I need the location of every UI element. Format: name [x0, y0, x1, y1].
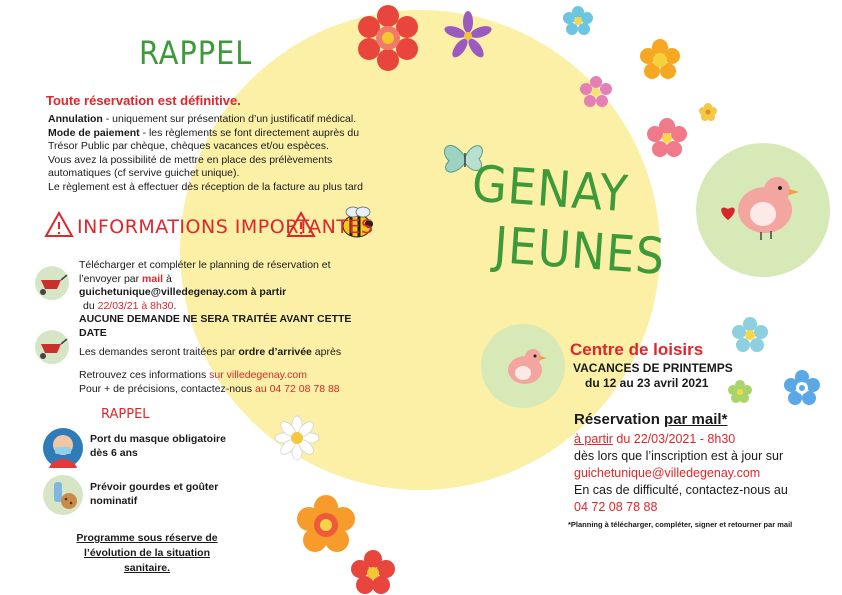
blue-flower-3-icon — [784, 370, 820, 405]
blue-flower-2-icon — [732, 317, 768, 352]
paiement-label: Mode de paiement — [48, 126, 140, 139]
reservation-title — [574, 411, 727, 428]
mail-word: mail — [142, 272, 164, 285]
sanitary-line-3: sanitaire. — [123, 562, 171, 574]
sanitary-note — [52, 531, 242, 576]
info-block — [79, 259, 379, 340]
reservation-from: à partir — [574, 432, 613, 446]
sanitary-line-2: l’évolution de la situation — [83, 547, 210, 559]
sanitary-line-1: Programme sous réserve de — [76, 532, 218, 544]
wheelbarrow-icon — [35, 266, 69, 300]
pink-flower-2-icon — [647, 118, 687, 157]
no-request-warning: AUCUNE DEMANDE NE SERA TRAITÉE AVANT CETTE DATE — [79, 313, 352, 339]
pink-flower-icon — [580, 76, 612, 107]
rules-block — [48, 113, 398, 194]
annulation-label: Annulation — [48, 113, 103, 125]
mask-line-1: Port du masque obligatoire — [90, 433, 226, 445]
bird-large-icon — [738, 177, 799, 240]
rappel-subtitle: RAPPEL — [101, 407, 150, 422]
warning-icon — [46, 213, 72, 236]
mask-child-icon — [43, 428, 83, 468]
prelevement-1: Vous avez la possibilité de mettre en place des prélèvements — [48, 153, 333, 166]
purple-flower-icon — [443, 11, 493, 60]
gourd-cookie-icon — [43, 475, 83, 515]
centre-dates — [573, 361, 733, 391]
order-line — [79, 346, 379, 360]
precisions-text: Pour + de précisions, contactez-nous — [79, 382, 255, 395]
blue-flower-icon — [563, 6, 593, 35]
paiement-text: - les règlements se font directement auprès du — [139, 126, 360, 139]
gourd-line-2: nominatif — [90, 494, 138, 507]
retrouvez-text: Retrouvez ces informations — [79, 369, 210, 381]
reservation-label: Réservation — [574, 411, 665, 428]
red-flower-2-icon — [351, 550, 395, 594]
reservation-email[interactable]: guichetunique@villedegenay.com — [574, 466, 761, 480]
brand-jeunes: JEUNES — [492, 216, 668, 286]
centre-title: Centre de loisirs — [570, 340, 704, 359]
mask-text — [90, 433, 226, 460]
gourd-text — [90, 481, 218, 508]
definitive-notice: Toute réservation est définitive. — [46, 93, 241, 108]
planning-note: *Planning à télécharger, compléter, signer et retourner par mail — [568, 520, 793, 529]
reservation-date: du 22/03/2021 - 8h30 — [612, 432, 736, 446]
brand-genay: GENAY — [470, 154, 631, 224]
order-end: après — [311, 346, 342, 358]
date-range: du 12 au 23 avril 2021 — [585, 376, 709, 390]
email-link[interactable]: guichetunique@villedegenay.com — [79, 286, 248, 298]
order-bold: ordre d’arrivée — [238, 346, 312, 358]
yellow-flower-icon — [640, 39, 680, 79]
retrouvez-block — [79, 369, 379, 396]
red-flower-icon — [358, 5, 418, 71]
reservation-block — [574, 431, 834, 516]
prelevement-2: automatiques (cf servive guichet unique). — [48, 167, 240, 179]
info-line-1: Télécharger et compléter le planning de réservation et — [79, 259, 331, 271]
info-line-4-end: . — [173, 299, 177, 312]
reglement-text: Le règlement est à effectuer dès réception de la facture au plus tard — [48, 180, 363, 193]
phone-link[interactable]: au 04 72 08 78 88 — [254, 382, 340, 395]
paiement-text-2: Trésor Public par chèque, chèques vacances et/ou espèces. — [48, 140, 329, 152]
difficulty-text: En cas de difficulté, contactez-nous au — [574, 483, 788, 497]
vacances-label: VACANCES DE PRINTEMPS — [573, 361, 733, 375]
info-line-2: l’envoyer par — [79, 272, 143, 285]
white-daisy-icon — [275, 416, 319, 460]
reservation-mail: par mail* — [664, 411, 728, 428]
start-date: 22/03/21 à 8h30 — [97, 299, 174, 312]
heart-icon — [721, 207, 735, 220]
info-title: INFORMATIONS IMPORTANTES — [77, 216, 374, 238]
gourd-line-1: Prévoir gourdes et goûter — [90, 481, 219, 493]
orange-flower-icon — [297, 495, 355, 552]
yellow-small-flower-icon — [699, 103, 717, 121]
annulation-text: - uniquement sur présentation d’un justificatif médical. — [102, 113, 357, 125]
order-text: Les demandes seront traitées par — [79, 346, 239, 358]
reservation-phone[interactable]: 04 72 08 78 88 — [574, 500, 658, 514]
reservation-condition: dès lors que l’inscription est à jour sur — [574, 449, 784, 463]
info-line-2-end: à — [163, 272, 172, 285]
mask-line-2: dès 6 ans — [90, 446, 138, 459]
bird-small-icon — [508, 349, 547, 384]
wheelbarrow-2-icon — [35, 330, 69, 364]
info-line-3-end: à partir — [247, 286, 287, 298]
info-line-4: du — [83, 299, 98, 312]
page-title: RAPPEL — [139, 34, 253, 72]
website-link[interactable]: sur villedegenay.com — [209, 369, 307, 381]
